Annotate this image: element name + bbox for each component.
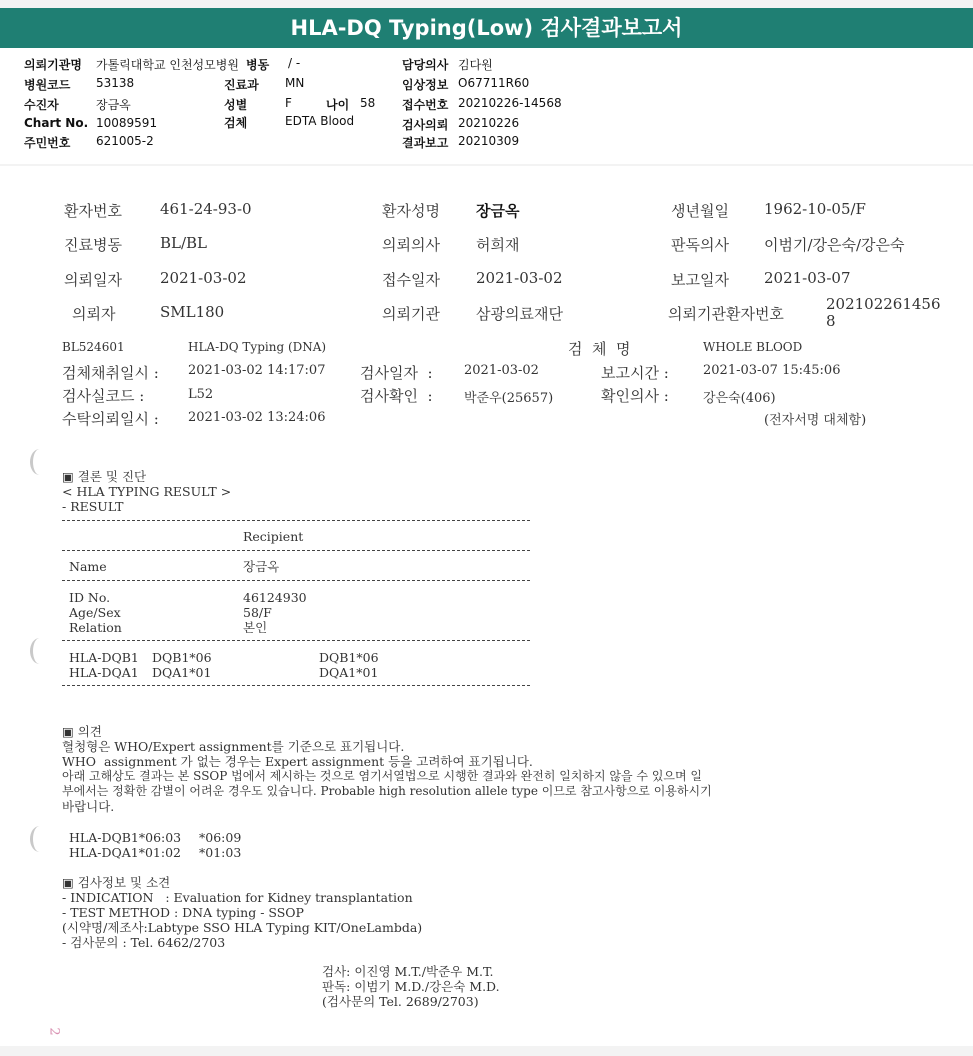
info-value: 장금옥 [476,202,520,220]
info-label: 생년월일 [671,202,729,220]
agesex-label: Age/Sex [69,605,121,620]
info-value: 202102261456 [826,295,941,313]
ssn-value: 621005-2 [96,134,154,148]
consign-label: 수탁의뢰일시 : [62,410,159,428]
result-heading: ▣ 결론 및 진단 [62,469,147,484]
specimen-value: EDTA Blood [285,114,355,128]
scanned-report [0,166,973,1046]
info-value: 2021-03-02 [160,269,247,287]
info-label: 환자성명 [382,202,440,220]
info-value: 1962-10-05/F [764,200,866,218]
doctor-label: 담당의사 [402,58,449,72]
receipt-label: 접수번호 [402,98,449,112]
highres-label: HLA-DQB1*06:03 [69,830,182,845]
request-label: 검사의뢰 [402,118,449,132]
testdate-label: 검사일자 : [360,364,433,382]
doctor-value: 김다원 [458,58,493,72]
id-value: 46124930 [243,590,307,605]
opinion-line: 부에서는 정확한 감별이 어려운 경우도 있습니다. Probable high resolution allele type 이므로 참고사항으로 이용하시기 [62,784,712,798]
dept-value: MN [285,76,305,90]
info-value: 삼광의료재단 [476,305,563,323]
signoff-line: 판독: 이범기 M.D./강은숙 M.D. [322,979,500,994]
consign-value: 2021-03-02 13:24:06 [188,410,326,425]
dqa1-label: HLA-DQA1 [69,665,139,680]
chart-value: 10089591 [96,116,158,130]
hospital-code-value: 53138 [96,76,135,90]
opinion-line: 아래 고해상도 결과는 본 SSOP 법에서 제시하는 것으로 염기서열법으로 시행한 결과와 완전히 일치하지 않을 수 있으며 일 [62,769,703,783]
dqa1-allele1: DQA1*01 [152,665,212,680]
ward-value: / - [288,56,301,70]
dqb1-label: HLA-DQB1 [69,650,139,665]
scan-mark [30,449,49,475]
sex-value: F [285,96,292,110]
relation-value: 본인 [243,620,268,635]
clinical-value: O67711R60 [458,76,530,90]
highres-label: HLA-DQA1*01:02 [69,845,181,860]
report-header [0,48,973,164]
divider [62,640,530,641]
clinical-label: 임상정보 [402,78,449,92]
info-label: 진료병동 [64,236,122,254]
sex-label: 성별 [224,98,248,112]
specimen-name-value: WHOLE BLOOD [703,340,803,354]
agesex-value: 58/F [243,605,272,620]
opinion-line: 혈청형은 WHO/Expert assignment를 기준으로 표기됩니다. [62,739,405,754]
info-label: 의뢰의사 [382,236,440,254]
confirmdoc-value: 강은숙(406) [703,391,776,406]
highres-value: *06:09 [199,830,242,845]
receipt-value: 20210226-14568 [458,96,562,110]
recipient-header: Recipient [243,529,304,544]
request-value: 20210226 [458,116,520,130]
opinion-heading: ▣ 의견 [62,724,102,739]
confirm-value: 박준우(25657) [464,391,554,406]
testinfo-line: - TEST METHOD : DNA typing - SSOP [62,905,304,920]
divider [62,580,530,581]
confirm-label: 검사확인 : [360,387,433,405]
result-sub1: < HLA TYPING RESULT > [62,484,232,499]
opinion-line: 바랍니다. [62,799,115,814]
reporttime-label: 보고시간 : [601,364,669,382]
info-value: 461-24-93-0 [160,200,252,218]
hospital-code-label: 병원코드 [24,78,71,92]
reporttime-value: 2021-03-07 15:45:06 [703,363,841,378]
collect-label: 검체채취일시 : [62,364,159,382]
info-label: 보고일자 [671,271,729,289]
testinfo-line: (시약명/제조사:Labtype SSO HLA Typing KIT/OneLambda) [62,920,423,935]
institution-label: 의뢰기관명 [24,58,82,72]
chart-label: Chart No. [24,116,89,130]
dept-label: 진료과 [224,78,259,92]
info-value: SML180 [160,303,225,321]
scan-mark [30,638,49,664]
report-value: 20210309 [458,134,520,148]
lab-value: L52 [188,387,214,402]
info-value: 2021-03-02 [476,269,563,287]
result-sub2: - RESULT [62,499,124,514]
info-value: BL/BL [160,234,208,252]
testdate-value: 2021-03-02 [464,363,539,378]
ssn-label: 주민번호 [24,136,71,150]
info-label: 환자번호 [64,202,122,220]
specimen-label: 검체 [224,116,248,130]
testinfo-line: - INDICATION : Evaluation for Kidney transplantation [62,890,413,905]
ward-label: 병동 [246,58,270,72]
confirmdoc-label: 확인의사 : [601,387,669,405]
name-value: 장금옥 [243,559,280,574]
test-name: HLA-DQ Typing (DNA) [188,340,327,354]
report-label: 결과보고 [402,136,449,150]
info-label: 의뢰기관 [382,305,440,323]
patient-label: 수진자 [24,98,59,112]
info-label: 접수일자 [382,271,440,289]
esign-note: (전자서명 대체함) [764,413,867,428]
info-value-cont: 8 [826,312,836,330]
signoff-line: 검사: 이진영 M.T./박준우 M.T. [322,964,494,979]
specimen-name-label: 검 체 명 [568,340,631,358]
dqb1-allele1: DQB1*06 [152,650,212,665]
info-label: 의뢰일자 [64,271,122,289]
patient-value: 장금옥 [96,98,131,112]
divider [62,550,530,551]
info-value: 허희재 [476,236,520,254]
age-value: 58 [360,96,376,110]
opinion-line: WHO assignment 가 없는 경우는 Expert assignment 등을 고려하여 표기됩니다. [62,754,533,769]
dqb1-allele2: DQB1*06 [319,650,379,665]
info-value: 이범기/강은숙/강은숙 [764,236,905,254]
testinfo-heading: ▣ 검사정보 및 소견 [62,875,171,890]
lab-label: 검사실코드 : [62,387,145,405]
dqa1-allele2: DQA1*01 [319,665,379,680]
divider [62,685,530,686]
info-value: 2021-03-07 [764,269,851,287]
info-label: 판독의사 [671,236,729,254]
highres-value: *01:03 [199,845,242,860]
age-label: 나이 [326,98,350,112]
info-label: 의뢰기관환자번호 [668,305,784,323]
institution-value: 가톨릭대학교 인천성모병원 [96,58,239,72]
divider [62,520,530,521]
page-mark: 2 [46,1027,62,1036]
report-title: HLA-DQ Typing(Low) 검사결과보고서 [0,8,973,48]
signoff-line: (검사문의 Tel. 2689/2703) [322,994,479,1009]
relation-label: Relation [69,620,122,635]
collect-value: 2021-03-02 14:17:07 [188,363,326,378]
scan-mark [30,826,49,852]
info-label: 의뢰자 [72,305,116,323]
testinfo-line: - 검사문의 : Tel. 6462/2703 [62,935,226,950]
id-label: ID No. [69,590,111,605]
name-label: Name [69,559,107,574]
test-code: BL524601 [62,340,125,354]
